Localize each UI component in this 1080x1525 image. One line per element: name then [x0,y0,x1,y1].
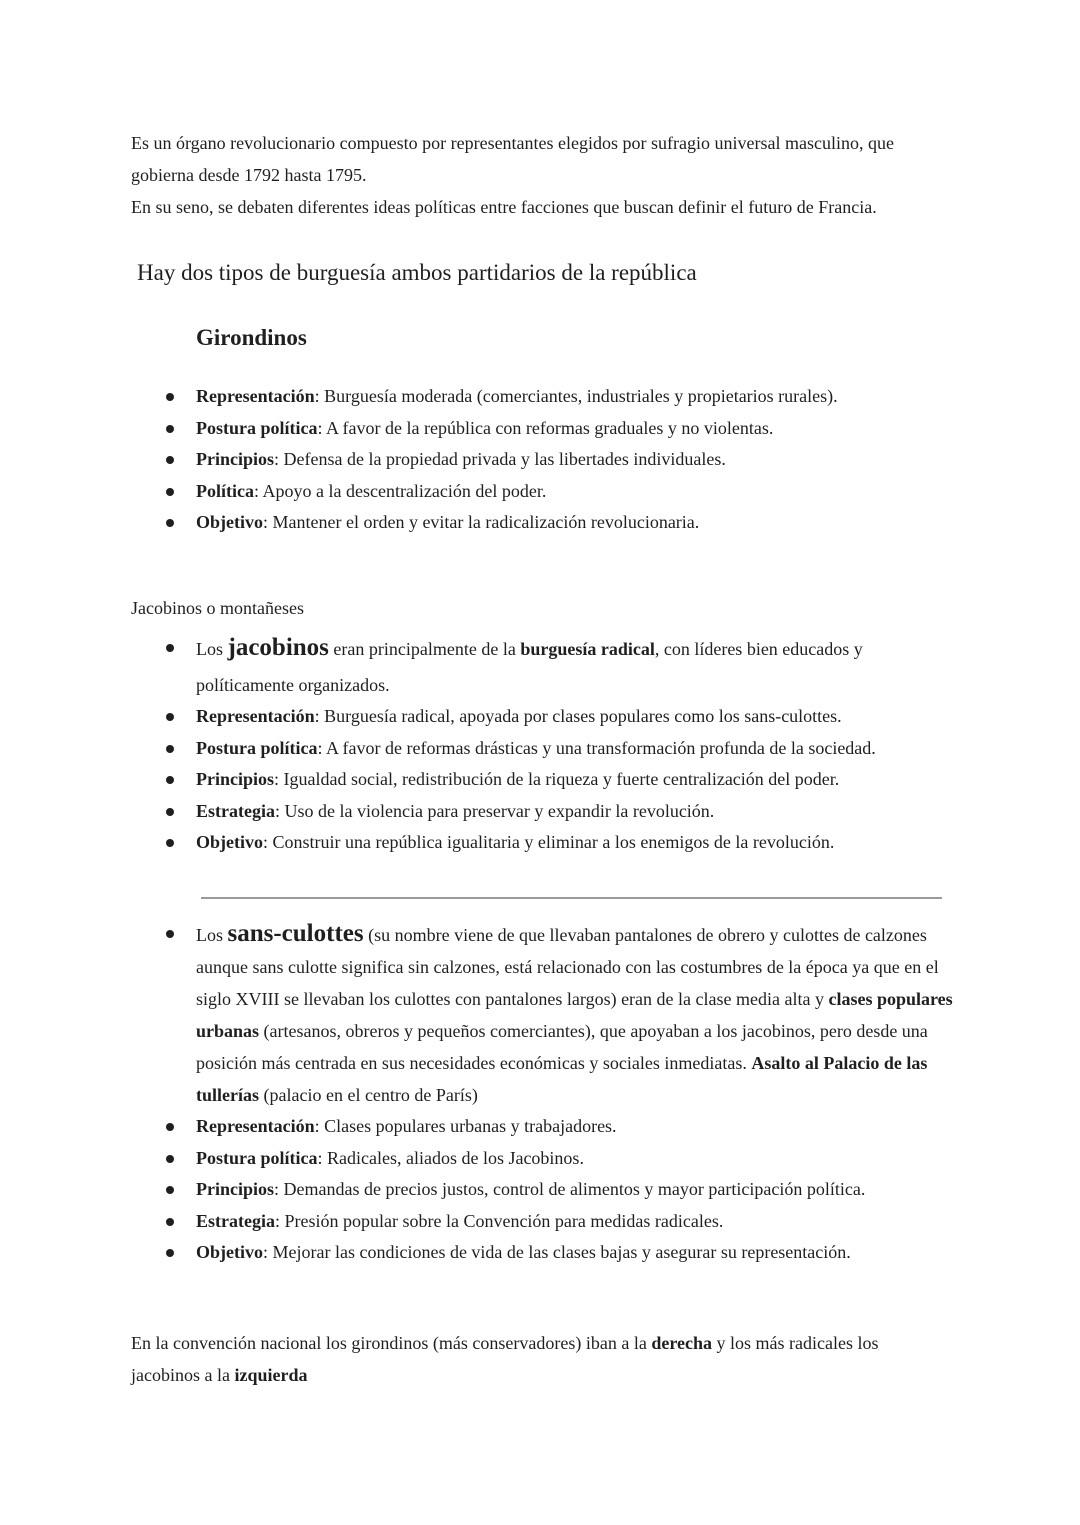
list-item [160,381,960,413]
bullet-icon [166,1123,174,1131]
item-label: Principios [196,449,275,470]
bullet-icon [166,519,174,527]
item-text: : Mantener el orden y evitar la radicalización revolucionaria. [263,512,700,533]
item-label: Postura política [196,417,318,438]
item-label: Representación [196,706,315,726]
item-text: : Demandas de precios justos, control de alimentos y mayor participación política. [274,1179,866,1200]
list-item [160,507,960,539]
girondinos-heading: Girondinos [196,325,307,350]
bullet-icon [166,1218,174,1226]
intro-paragraph-1: Es un órgano revolucionario compuesto por representantes elegidos por sufragio universal masculino, que gobierna desde 1792 hasta 1795. [131,133,894,185]
conclusion-bold: derecha [651,1333,712,1353]
bullet-icon [166,1155,174,1163]
bullet-icon [166,393,174,401]
lead-bold: burguesía radical [520,639,655,659]
horizontal-divider [201,897,942,899]
item-label: Representación [196,1116,315,1136]
list-item [160,701,960,733]
jacobinos-heading: Jacobinos o montañeses [131,598,304,618]
girondinos-list [160,381,960,539]
bullet-icon [166,488,174,496]
list-item [160,1111,960,1143]
list-item [160,413,960,445]
lead-term: sans-culottes [227,920,364,947]
item-text: : Presión popular sobre la Convención para medidas radicales. [274,1210,724,1231]
lead-text: , con líderes bien educados y políticamente organizados. [196,639,863,695]
item-label: Política [196,480,254,501]
lead-text: (palacio en el centro de París) [259,1085,478,1105]
item-text: : Mejorar las condiciones de vida de las clases bajas y asegurar su representación. [263,1242,851,1263]
conclusion-paragraph [131,1327,951,1391]
list-item [160,476,960,508]
bullet-icon [166,713,174,721]
item-label: Postura política [196,1147,318,1168]
list-item [160,1206,960,1238]
jacobinos-list [160,630,960,859]
lead-text: Los [196,925,228,945]
item-label: Principios [196,1179,275,1200]
lead-text: eran principalmente de la [328,639,521,659]
lead-text: (su nombre viene de que llevaban pantalones de obrero y culottes de calzones aunque sans culotte significa sin calzones, está relacionado con las costumbres de la época ya que en el siglo XVIII se llevaban los culottes con pantalones largos) eran de la clase media alta y [196,925,939,1009]
intro-paragraph-2: En su seno, se debaten diferentes ideas políticas entre facciones que buscan definir el futuro de Francia. [131,197,877,217]
item-label: Estrategia [196,1210,275,1231]
item-text: : A favor de reformas drásticas y una transformación profunda de la sociedad. [317,737,876,758]
item-label: Objetivo [196,832,263,853]
list-item [160,1143,960,1175]
list-item [160,733,960,765]
list-item [160,827,960,859]
item-label: Principios [196,769,275,790]
lead-term: jacobinos [227,634,329,661]
conclusion-text: y los más radicales los jacobinos a la [131,1333,879,1385]
bullet-icon [166,745,174,753]
bullet-icon [166,776,174,784]
list-item [160,444,960,476]
list-item [160,918,960,1111]
item-text: : Uso de la violencia para preservar y expandir la revolución. [274,800,715,821]
bullet-icon [166,1249,174,1257]
sansculottes-list [160,918,960,1269]
lead-text: (artesanos, obreros y pequeños comerciantes), que apoyaban a los jacobinos, pero desde una posición más centrada en sus necesidades económicas y sociales inmediatas. [196,1021,928,1073]
item-text: : Burguesía moderada (comerciantes, industriales y propietarios rurales). [314,386,838,406]
bullet-icon [166,930,174,938]
subtitle: Hay dos tipos de burguesía ambos partidarios de la república [137,260,697,285]
item-text: : Apoyo a la descentralización del poder. [253,480,547,501]
lead-text: Los [196,639,228,659]
item-text: : Clases populares urbanas y trabajadores. [314,1116,617,1136]
conclusion-text: En la convención nacional los girondinos (más conservadores) iban a la [131,1333,652,1353]
item-text: : Burguesía radical, apoyada por clases populares como los sans-culottes. [314,706,842,726]
item-text: : Construir una república igualitaria y eliminar a los enemigos de la revolución. [263,832,835,853]
bullet-icon [166,1186,174,1194]
bullet-icon [166,644,174,652]
bullet-icon [166,839,174,847]
list-item [160,764,960,796]
item-text: : Radicales, aliados de los Jacobinos. [317,1147,584,1168]
lead-bold: clases populares urbanas [196,989,953,1041]
item-label: Estrategia [196,800,275,821]
list-item [160,796,960,828]
conclusion-bold: izquierda [234,1365,308,1385]
lead-bold: Asalto al Palacio de las tullerías [196,1053,928,1105]
item-label: Postura política [196,737,318,758]
item-text: : Defensa de la propiedad privada y las libertades individuales. [274,449,726,470]
list-item [160,630,960,703]
item-label: Objetivo [196,512,263,533]
item-text: : Igualdad social, redistribución de la riqueza y fuerte centralización del poder. [274,769,840,790]
item-label: Representación [196,386,315,406]
bullet-icon [166,425,174,433]
bullet-icon [166,808,174,816]
item-text: : A favor de la república con reformas graduales y no violentas. [317,417,774,438]
list-item [160,1237,960,1269]
item-label: Objetivo [196,1242,263,1263]
bullet-icon [166,456,174,464]
list-item [160,1174,960,1206]
